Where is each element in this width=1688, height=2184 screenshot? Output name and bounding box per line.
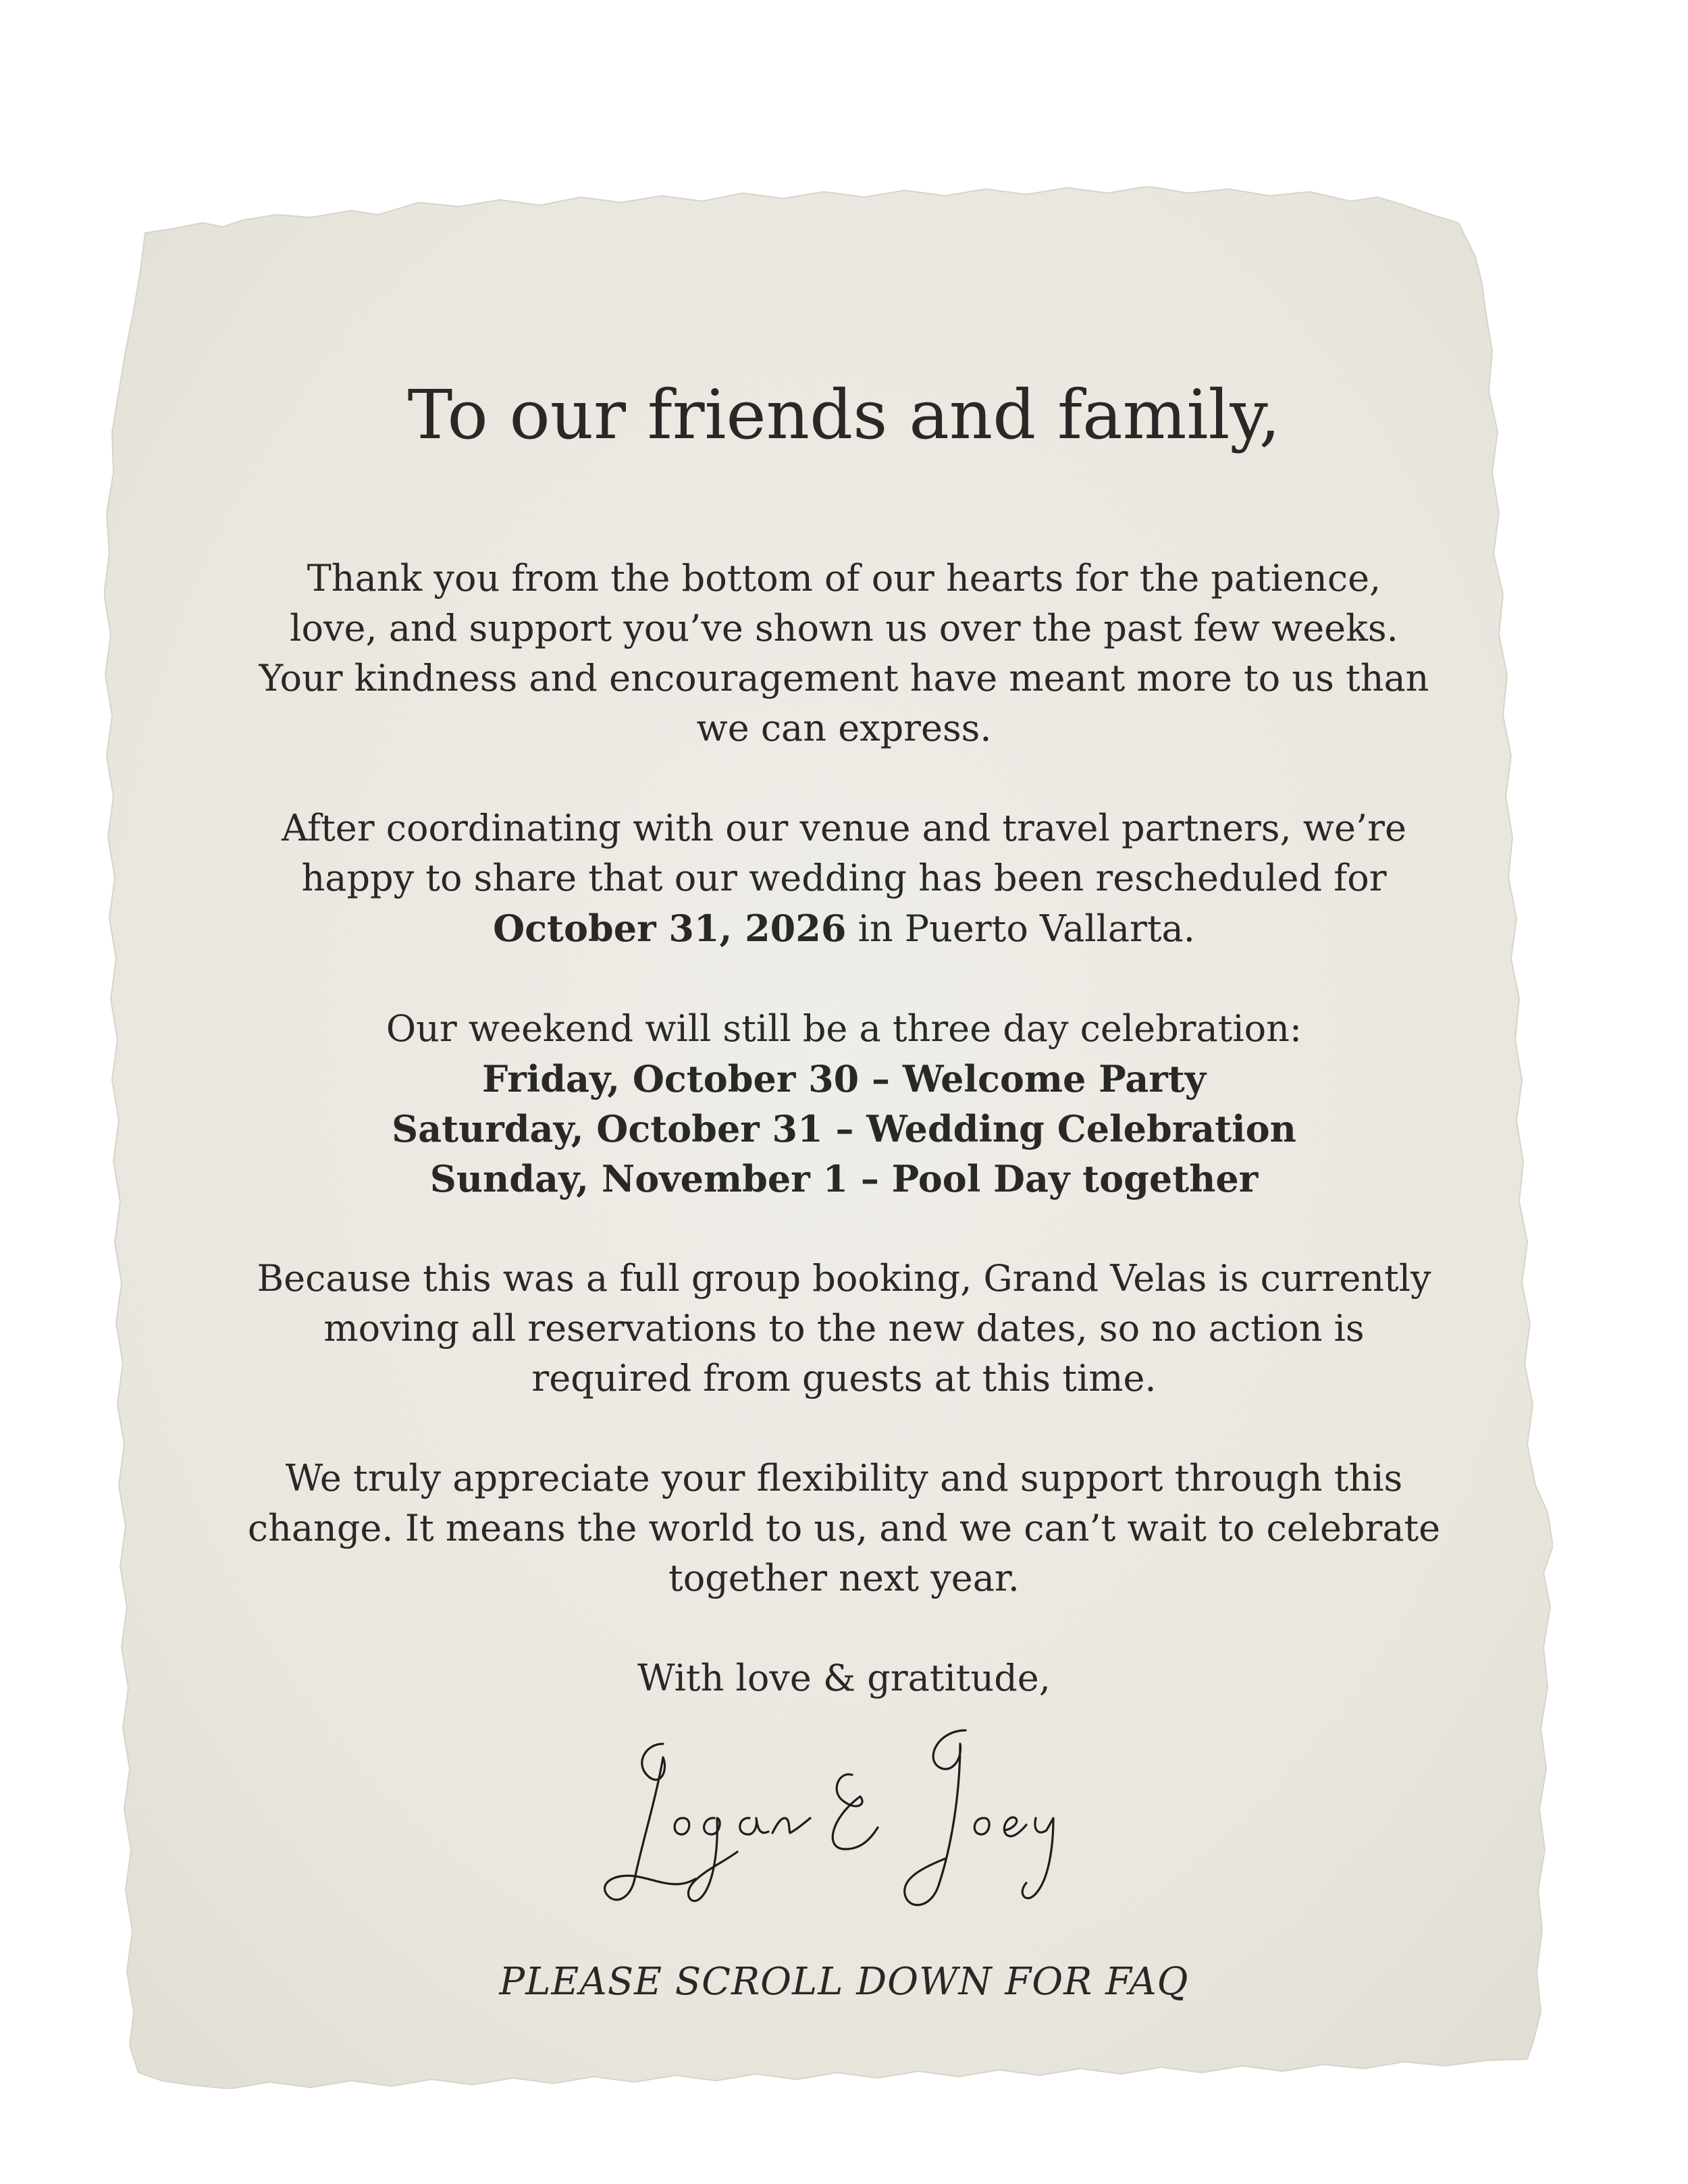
paragraph-line: we can express. bbox=[696, 707, 992, 749]
paragraph-line: together next year. bbox=[668, 1557, 1020, 1599]
schedule-item-friday: Friday, October 30 – Welcome Party bbox=[481, 1057, 1207, 1100]
reschedule-paragraph bbox=[236, 803, 1452, 954]
schedule-item-saturday: Saturday, October 31 – Wedding Celebration bbox=[392, 1107, 1296, 1150]
paragraph-line: After coordinating with our venue and travel partners, we’re bbox=[282, 807, 1406, 849]
schedule-paragraph bbox=[236, 1004, 1452, 1204]
new-date-line bbox=[236, 903, 1452, 954]
closing-line: With love & gratitude, bbox=[637, 1657, 1051, 1699]
letter-heading: To our friends and family, bbox=[407, 375, 1281, 454]
new-date-location: in Puerto Vallarta. bbox=[846, 907, 1195, 950]
scroll-down-note: PLEASE SCROLL DOWN FOR FAQ bbox=[499, 1960, 1189, 2004]
paragraph-line: happy to share that our wedding has been rescheduled for bbox=[301, 857, 1387, 899]
paragraph-line: We truly appreciate your flexibility and support through this bbox=[285, 1457, 1403, 1499]
thank-you-paragraph bbox=[236, 554, 1452, 753]
paragraph-line: change. It means the world to us, and we can’t wait to celebrate bbox=[247, 1507, 1441, 1549]
booking-paragraph bbox=[236, 1254, 1452, 1404]
paragraph-line: required from guests at this time. bbox=[531, 1357, 1157, 1400]
new-wedding-date: October 31, 2026 bbox=[493, 907, 847, 950]
schedule-item-sunday: Sunday, November 1 – Pool Day together bbox=[429, 1157, 1259, 1200]
paragraph-line: Your kindness and encouragement have meant more to us than bbox=[259, 657, 1429, 699]
schedule-intro: Our weekend will still be a three day celebration: bbox=[386, 1007, 1302, 1050]
paragraph-line: Because this was a full group booking, Grand Velas is currently bbox=[257, 1257, 1431, 1300]
paragraph-line: Thank you from the bottom of our hearts for the patience, bbox=[307, 557, 1381, 600]
handwritten-signature bbox=[587, 1717, 1101, 1919]
paragraph-line: love, and support you’ve shown us over the past few weeks. bbox=[290, 607, 1398, 649]
paragraph-line: moving all reservations to the new dates, so no action is bbox=[323, 1307, 1365, 1350]
appreciation-paragraph bbox=[236, 1454, 1452, 1603]
letter-content bbox=[169, 375, 1519, 2045]
